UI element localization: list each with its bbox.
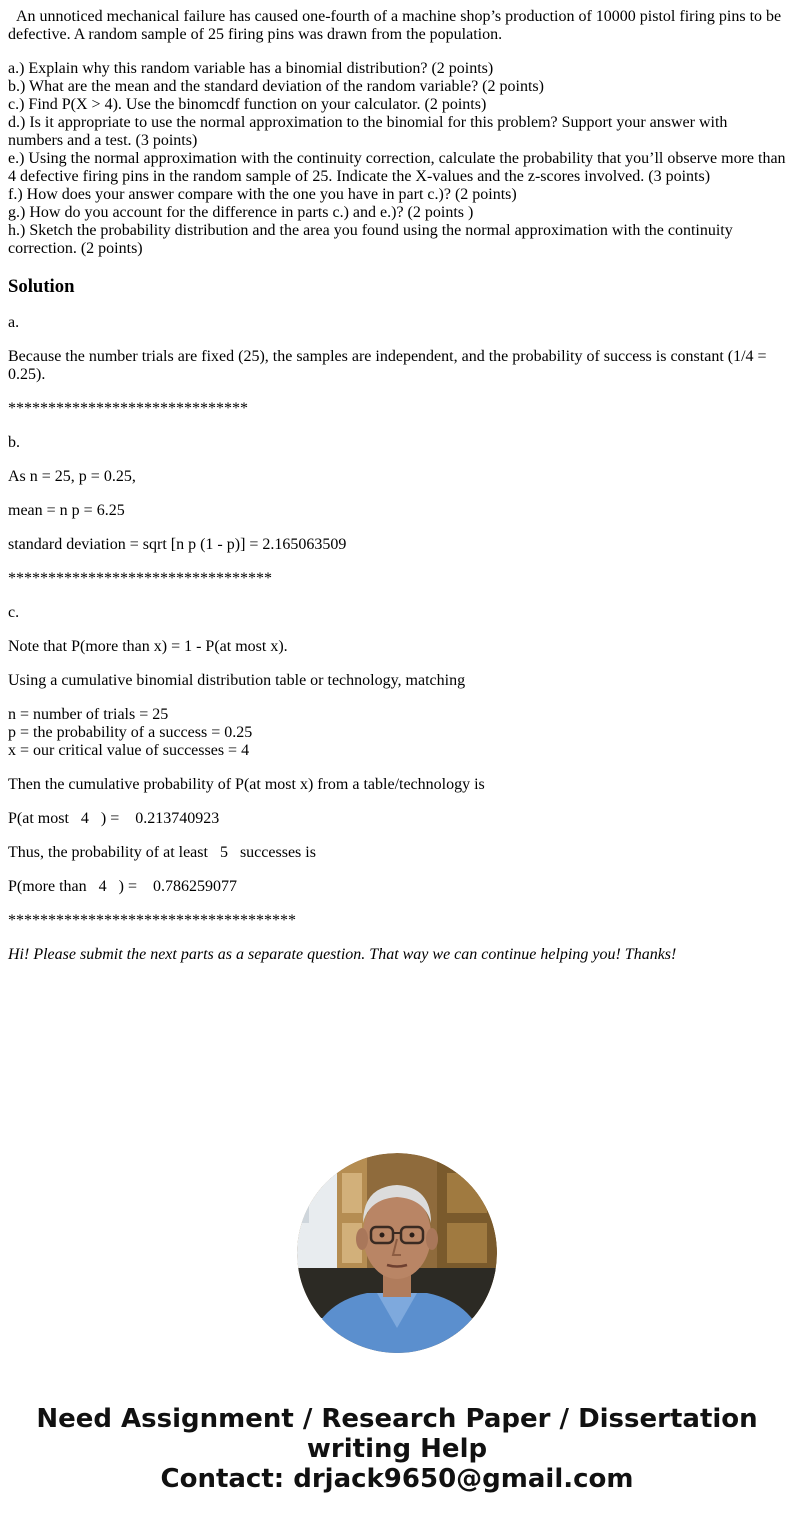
solution-part-c-at-most: P(at most 4 ) = 0.213740923 — [8, 810, 220, 827]
param-n: n = number of trials = 25 — [8, 706, 169, 723]
param-x: x = our critical value of successes = 4 — [8, 742, 250, 759]
separator-line: ********************************* — [8, 570, 272, 587]
solution-part-c-note: Note that P(more than x) = 1 - P(at most x). — [8, 638, 288, 655]
solution-part-c-more-than: P(more than 4 ) = 0.786259077 — [8, 878, 237, 895]
contact-banner — [0, 1404, 794, 1494]
separator-line: ************************************ — [8, 912, 296, 929]
param-p: p = the probability of a success = 0.25 — [8, 724, 253, 741]
question-intro: An unnoticed mechanical failure has caused one-fourth of a machine shop’s production of 10000 pistol firing pins to be defective. A random sample of 25 firing pins was drawn from the population. — [8, 8, 786, 43]
cta-line-1: Need Assignment / Research Paper / Dissertation — [36, 1404, 758, 1434]
question-part-d: d.) Is it appropriate to use the normal approximation to the binomial for this problem? Support your answer with numbers and a test. (3 points) — [8, 114, 728, 149]
question-part-g: g.) How do you account for the difference in parts c.) and e.)? (2 points ) — [8, 204, 474, 221]
solution-part-b-mean: mean = n p = 6.25 — [8, 502, 125, 519]
solution-part-b-label: b. — [8, 434, 20, 451]
separator-line: ****************************** — [8, 400, 248, 417]
solution-part-c-at-least: Thus, the probability of at least 5 successes is — [8, 844, 316, 861]
solution-part-b-params: As n = 25, p = 0.25, — [8, 468, 136, 485]
question-part-c: c.) Find P(X > 4). Use the binomcdf function on your calculator. (2 points) — [8, 96, 487, 113]
cta-line-2: writing Help — [306, 1434, 488, 1464]
closing-note: Hi! Please submit the next parts as a separate question. That way we can continue helping you! Thanks! — [8, 946, 677, 963]
question-part-a: a.) Explain why this random variable has a binomial distribution? (2 points) — [8, 60, 494, 77]
solution-part-c-cumulative: Then the cumulative probability of P(at most x) from a table/technology is — [8, 776, 485, 793]
cta-contact-email[interactable]: Contact: drjack9650@gmail.com — [160, 1464, 634, 1494]
solution-part-c-method: Using a cumulative binomial distribution table or technology, matching — [8, 672, 466, 689]
solution-heading: Solution — [8, 276, 75, 297]
solution-part-a-label: a. — [8, 314, 20, 331]
document-body — [8, 8, 786, 980]
question-part-h: h.) Sketch the probability distribution and the area you found using the normal approximation with the continuity correction. (2 points) — [8, 222, 733, 257]
question-part-e: e.) Using the normal approximation with the continuity correction, calculate the probability that you’ll observe more than 4 defective firing pins in the random sample of 25. Indicate the X-values and the z-scores involved. (3 points) — [8, 150, 786, 185]
solution-part-c-label: c. — [8, 604, 20, 621]
question-part-b: b.) What are the mean and the standard deviation of the random variable? (2 points) — [8, 78, 544, 95]
solution-part-a-text: Because the number trials are fixed (25), the samples are independent, and the probability of success is constant (1/4 = 0.25). — [8, 348, 767, 383]
person-photo-icon — [297, 1153, 497, 1353]
question-part-f: f.) How does your answer compare with the one you have in part c.)? (2 points) — [8, 186, 517, 203]
solution-part-b-sd: standard deviation = sqrt [n p (1 - p)] = 2.165063509 — [8, 536, 347, 553]
